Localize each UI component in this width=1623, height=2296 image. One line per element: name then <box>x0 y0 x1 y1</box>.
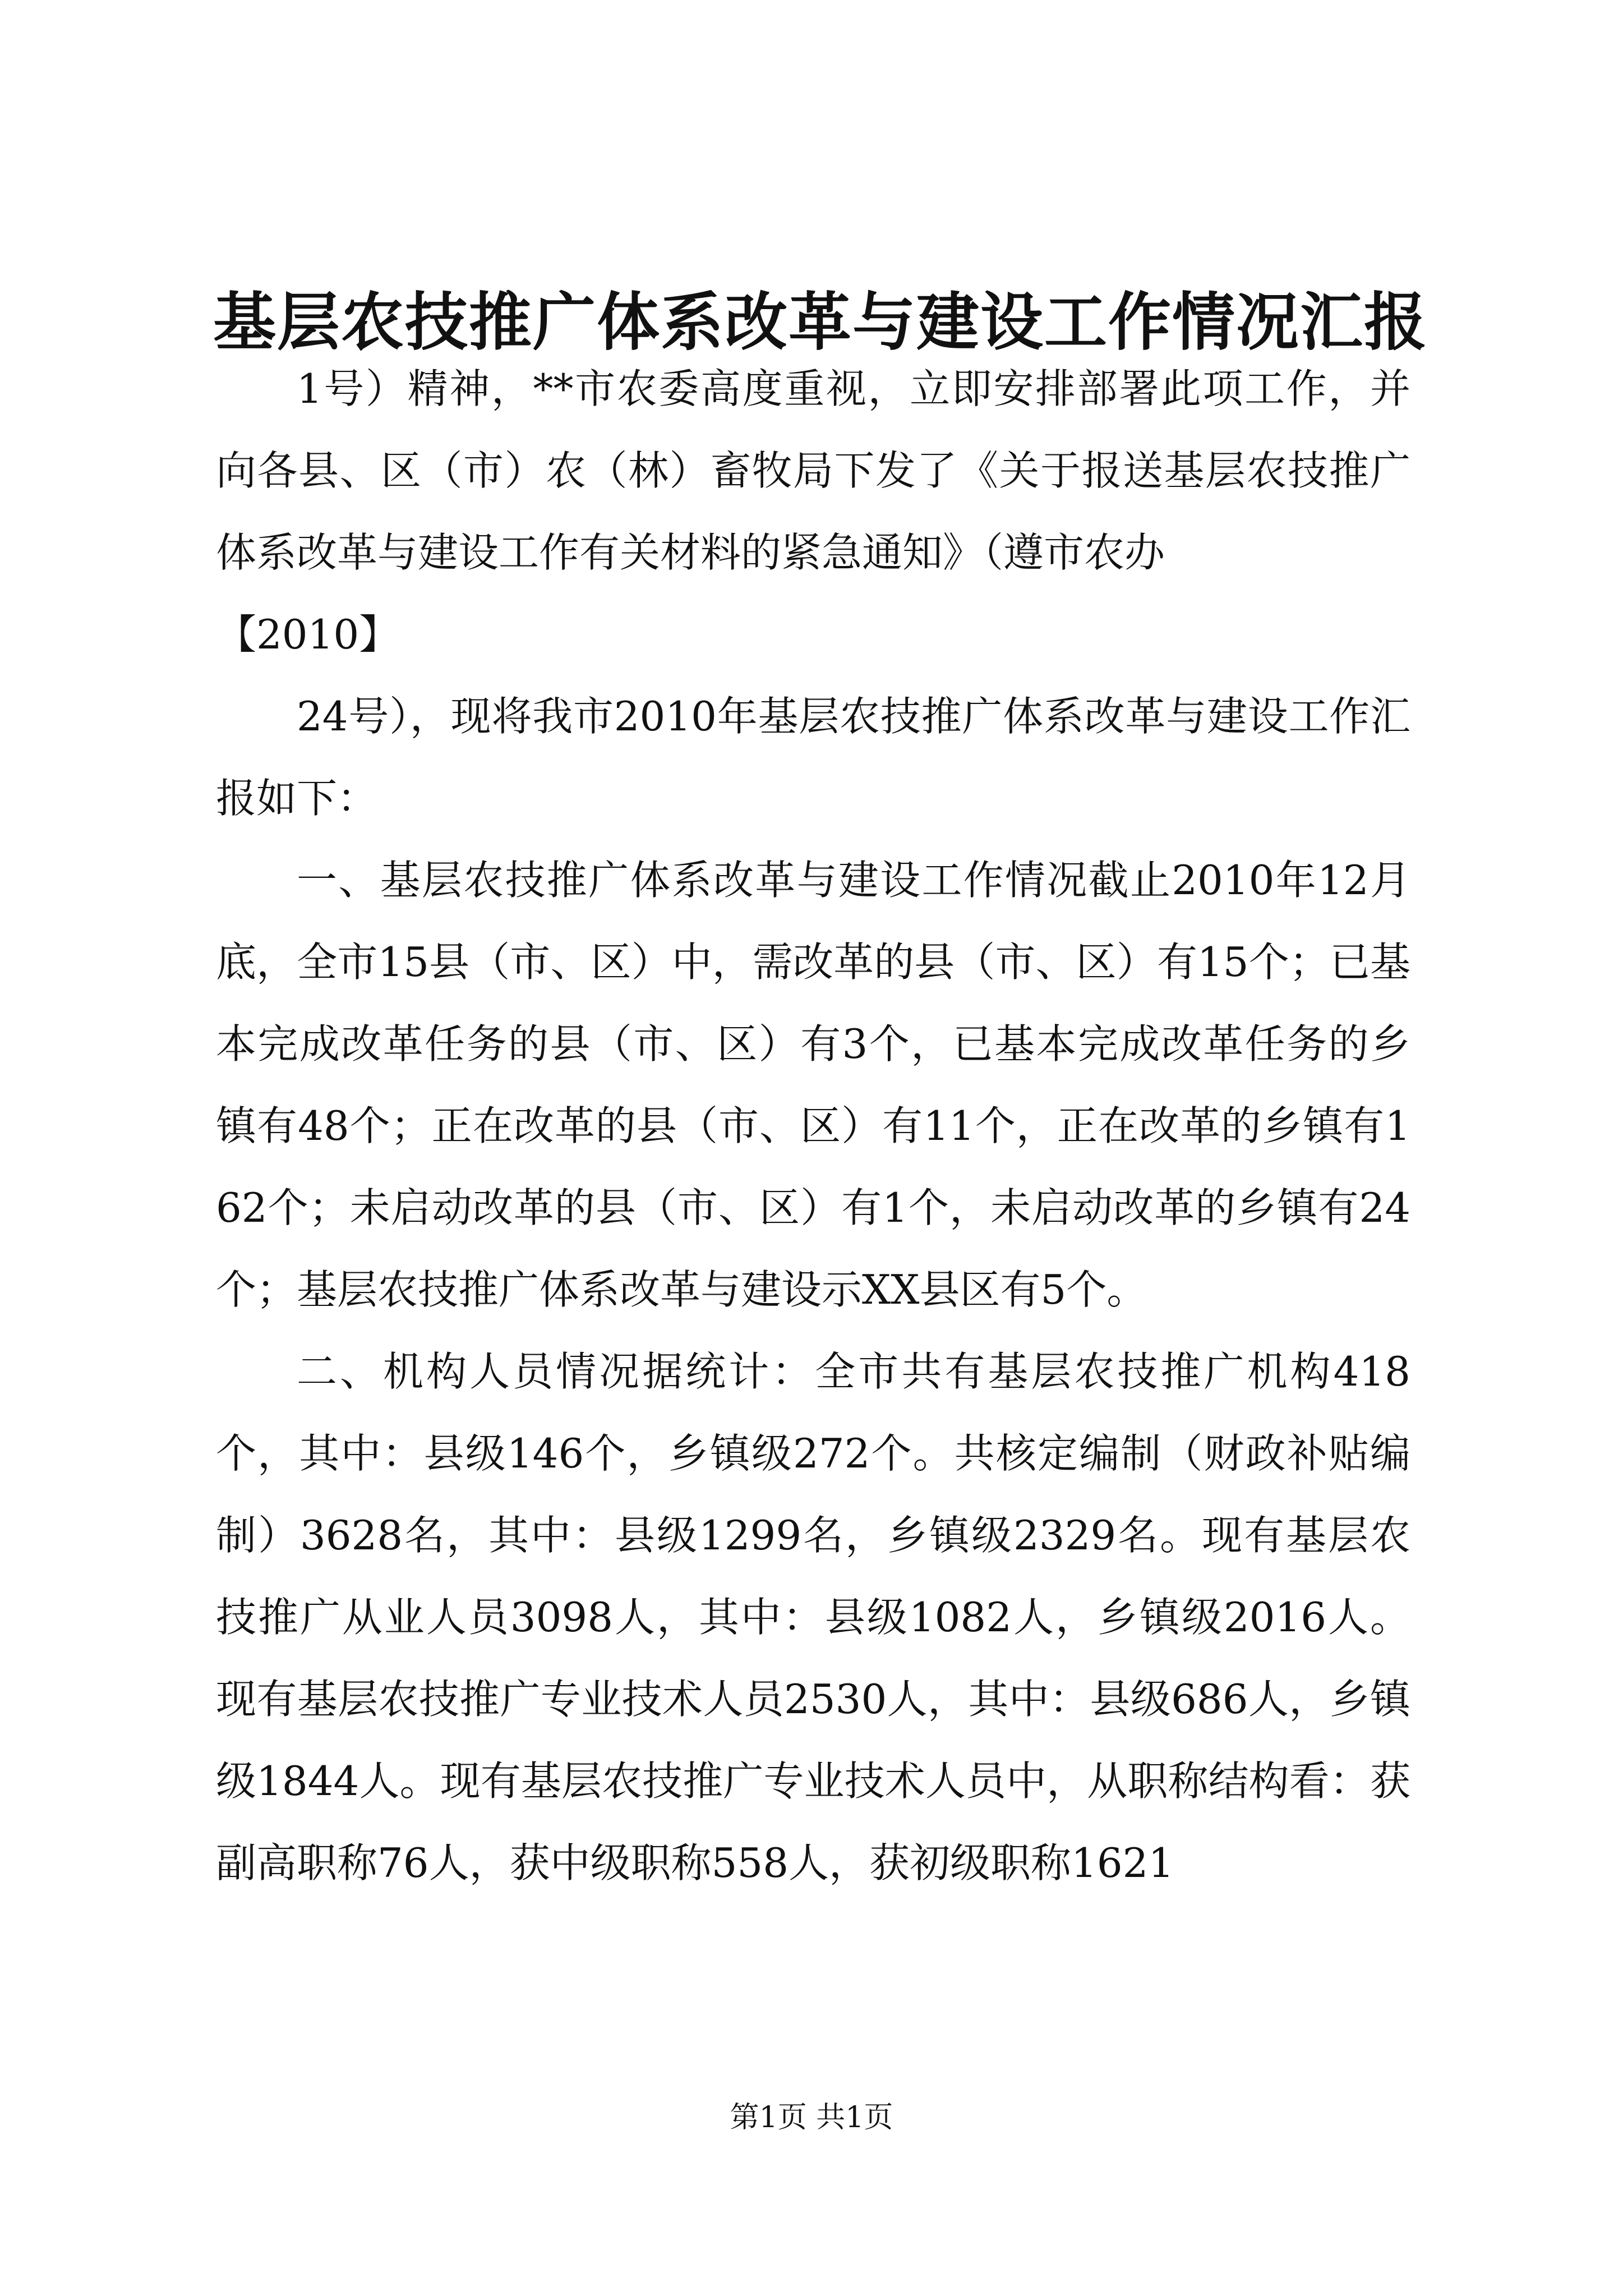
paragraph-year-ref: 【2010】 <box>216 611 400 658</box>
paragraph-section-one: 一、基层农技推广体系改革与建设工作情况截止2010年12月底，全市15县（市、区）中，需改革的县（市、区）有15个；已基本完成改革任务的县（市、区）有3个，已基本完成改革任务的乡镇有48个；正在改革的县（市、区）有11个，正在改革的乡镇有162个；未启动改革的县（市、区）有1个，未启动改革的乡镇有24个；基层农技推广体系改革与建设示XX县区有5个。 <box>216 857 1410 1313</box>
document-body <box>216 348 1410 1904</box>
page-number-footer: 第1页 共1页 <box>730 2101 893 2134</box>
paragraph-section-two: 二、机构人员情况据统计：全市共有基层农技推广机构418个，其中：县级146个，乡镇级272个。共核定编制（财政补贴编制）3628名，其中：县级1299名，乡镇级2329名。现有基层农技推广从业人员3098人，其中：县级1082人，乡镇级2016人。现有基层农技推广专业技术人员2530人，其中：县级686人，乡镇级1844人。现有基层农技推广专业技术人员中，从职称结构看：获副高职称76人，获中级职称558人，获初级职称1621 <box>216 1348 1410 1887</box>
document-title: 基层农技推广体系改革与建设工作情况汇报 <box>213 286 1428 359</box>
paragraph-intro: 1号）精神，**市农委高度重视，立即安排部署此项工作，并向各县、区（市）农（林）畜牧局下发了《关于报送基层农技推广体系改革与建设工作有关材料的紧急通知》（遵市农办 <box>216 365 1410 576</box>
paragraph-report-lead: 24号），现将我市2010年基层农技推广体系改革与建设工作汇报如下： <box>216 693 1410 822</box>
